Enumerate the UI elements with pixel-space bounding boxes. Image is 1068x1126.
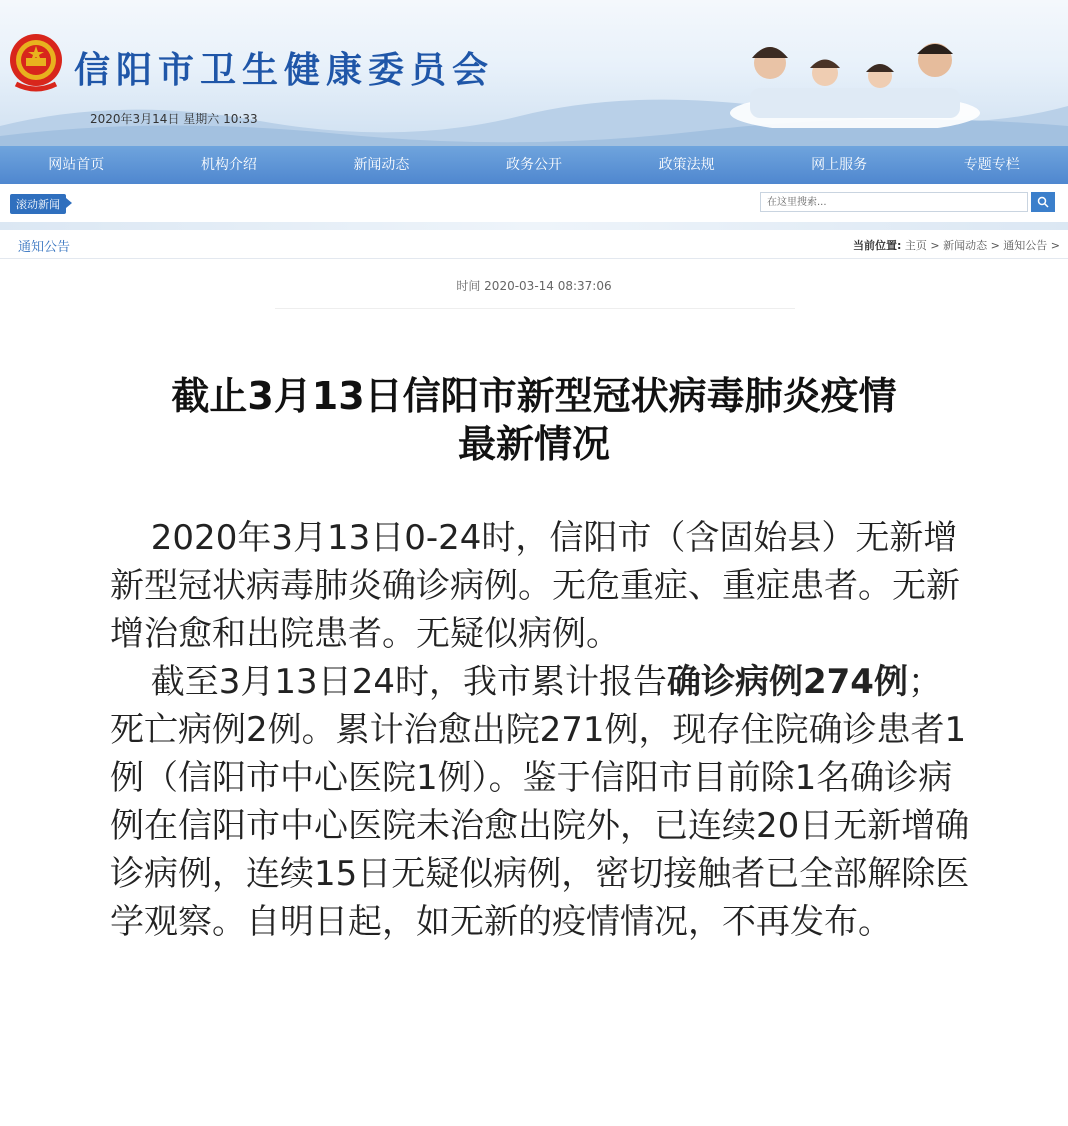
article-paragraph-2 [110, 658, 970, 946]
breadcrumb-prefix: 当前位置: [852, 239, 902, 252]
site-header [0, 0, 1068, 146]
para2-intro: 截至3月13日24时，我市累计报告 [150, 662, 667, 702]
nav-news[interactable]: 新闻动态 [353, 157, 410, 173]
section-title[interactable]: 通知公告 [18, 240, 71, 255]
nav-online-service[interactable]: 网上服务 [811, 157, 868, 173]
decorative-stripe [0, 222, 1068, 230]
main-nav [0, 146, 1068, 184]
site-title: 信阳市卫生健康委员会 [74, 50, 495, 91]
divider [275, 308, 795, 309]
nav-about[interactable]: 机构介绍 [200, 157, 257, 173]
headline-line-2: 最新情况 [457, 422, 610, 466]
breadcrumb-row [0, 230, 1068, 259]
search-button[interactable] [1031, 192, 1055, 212]
scroll-news-label: 滚动新闻 [10, 194, 66, 214]
family-photo [730, 18, 980, 128]
header-datetime: 2020年3月14日 星期六 10:33 [90, 112, 258, 126]
nav-policies[interactable]: 政策法规 [658, 157, 715, 173]
breadcrumb [853, 237, 1060, 253]
article-time: 时间 2020-03-14 08:37:06 [456, 279, 612, 293]
article-headline [100, 372, 968, 468]
breadcrumb-path[interactable]: 主页 > 新闻动态 > 通知公告 > [904, 239, 1060, 252]
para2-confirmed-total: 确诊病例274例 [666, 662, 908, 702]
national-emblem-icon [6, 28, 66, 98]
headline-line-1: 截止3月13日信阳市新型冠状病毒肺炎疫情 [171, 374, 897, 418]
article-body [110, 514, 970, 946]
search-input[interactable]: 在这里搜索... [760, 192, 1028, 212]
nav-special-topics[interactable]: 专题专栏 [963, 157, 1020, 173]
news-ticker-bar [0, 184, 1068, 223]
para2-rest: ；死亡病例2例。累计治愈出院271例，现存住院确诊患者1例（信阳市中心医院1例）。鉴于信阳市目前除1名确诊病例在信阳市中心医院未治愈出院外，已连续20日无新增确诊病例，连续15日无疑似病例，密切接触者已全部解除医学观察。自明日起，如无新的疫情情况，不再发布。 [110, 662, 970, 942]
search-icon [1037, 196, 1049, 208]
article-paragraph-1: 2020年3月13日0-24时，信阳市（含固始县）无新增新型冠状病毒肺炎确诊病例。无危重症、重症患者。无新增治愈和出院患者。无疑似病例。 [110, 518, 960, 654]
nav-gov-affairs[interactable]: 政务公开 [506, 157, 563, 173]
nav-home[interactable]: 网站首页 [48, 157, 105, 173]
